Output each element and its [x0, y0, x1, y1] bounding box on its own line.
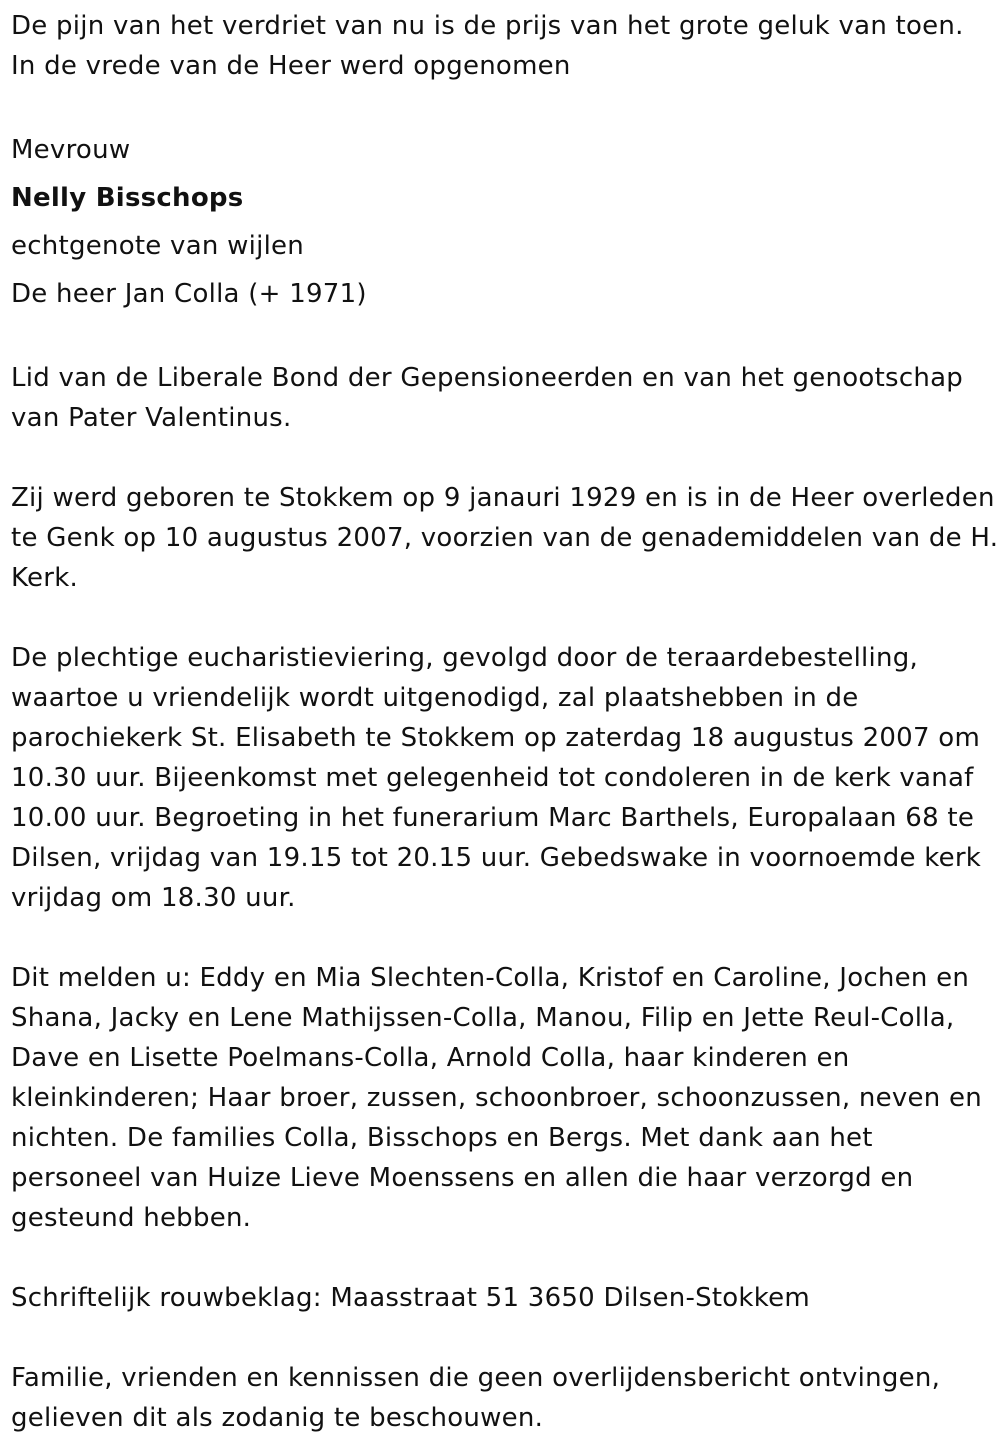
condolence-address: Schriftelijk rouwbeklag: Maasstraat 51 3650 Dilsen-Stokkem: [11, 1283, 810, 1313]
birth-death-line: Zij werd geboren te Stokkem op 9 janauri 1929 en is in de Heer overleden: [11, 483, 995, 513]
ceremony-line: vrijdag om 18.30 uur.: [11, 883, 296, 913]
deceased-relation: echtgenote van wijlen: [11, 231, 305, 261]
closing-line: gelieven dit als zodanig te beschouwen.: [11, 1403, 544, 1433]
opening-line-1: De pijn van het verdriet van nu is de prijs van het grote geluk van toen.: [11, 11, 964, 41]
birth-death-section: [11, 478, 999, 598]
ceremony-line: waartoe u vriendelijk wordt uitgenodigd, zal plaatshebben in de: [11, 683, 859, 713]
closing-section: [11, 1358, 988, 1438]
family-line: Dit melden u: Eddy en Mia Slechten-Colla, Kristof en Caroline, Jochen en: [11, 963, 970, 993]
family-line: gesteund hebben.: [11, 1203, 252, 1233]
spacer: [11, 1238, 988, 1278]
family-line: Shana, Jacky en Lene Mathijssen-Colla, Manou, Filip en Jette Reul-Colla,: [11, 1003, 955, 1033]
spacer: [11, 318, 988, 358]
spacer: [11, 86, 988, 126]
opening-section: [11, 6, 988, 86]
ceremony-line: De plechtige eucharistieviering, gevolgd door de teraardebestelling,: [11, 643, 919, 673]
family-line: personeel van Huize Lieve Moenssens en allen die haar verzorgd en: [11, 1163, 914, 1193]
membership-line: van Pater Valentinus.: [11, 403, 292, 433]
spacer: [11, 598, 988, 638]
ceremony-line: Dilsen, vrijdag van 19.15 tot 20.15 uur. Gebedswake in voornoemde kerk: [11, 843, 982, 873]
deceased-spouse: De heer Jan Colla (+ 1971): [11, 279, 367, 309]
family-line: Dave en Lisette Poelmans-Colla, Arnold Colla, haar kinderen en: [11, 1043, 850, 1073]
ceremony-line: 10.30 uur. Bijeenkomst met gelegenheid tot condoleren in de kerk vanaf: [11, 763, 974, 793]
condolence-section: [11, 1278, 988, 1318]
family-line: nichten. De families Colla, Bisschops en Bergs. Met dank aan het: [11, 1123, 873, 1153]
birth-death-line: Kerk.: [11, 563, 79, 593]
opening-line-2: In de vrede van de Heer werd opgenomen: [11, 51, 571, 81]
family-line: kleinkinderen; Haar broer, zussen, schoonbroer, schoonzussen, neven en: [11, 1083, 982, 1113]
ceremony-line: parochiekerk St. Elisabeth te Stokkem op zaterdag 18 augustus 2007 om: [11, 723, 981, 753]
birth-death-line: te Genk op 10 augustus 2007, voorzien van de genademiddelen van de H.: [11, 523, 999, 553]
ceremony-section: [11, 638, 988, 918]
family-section: [11, 958, 988, 1238]
membership-section: [11, 358, 988, 438]
deceased-section: [11, 126, 988, 318]
closing-line: Familie, vrienden en kennissen die geen overlijdensbericht ontvingen,: [11, 1363, 941, 1393]
membership-line: Lid van de Liberale Bond der Gepensioneerden en van het genootschap: [11, 363, 964, 393]
spacer: [11, 1318, 988, 1358]
ceremony-line: 10.00 uur. Begroeting in het funerarium Marc Barthels, Europalaan 68 te: [11, 803, 975, 833]
deceased-title: Mevrouw: [11, 135, 131, 165]
deceased-name: Nelly Bisschops: [11, 183, 244, 213]
spacer: [11, 918, 988, 958]
spacer: [11, 438, 988, 478]
